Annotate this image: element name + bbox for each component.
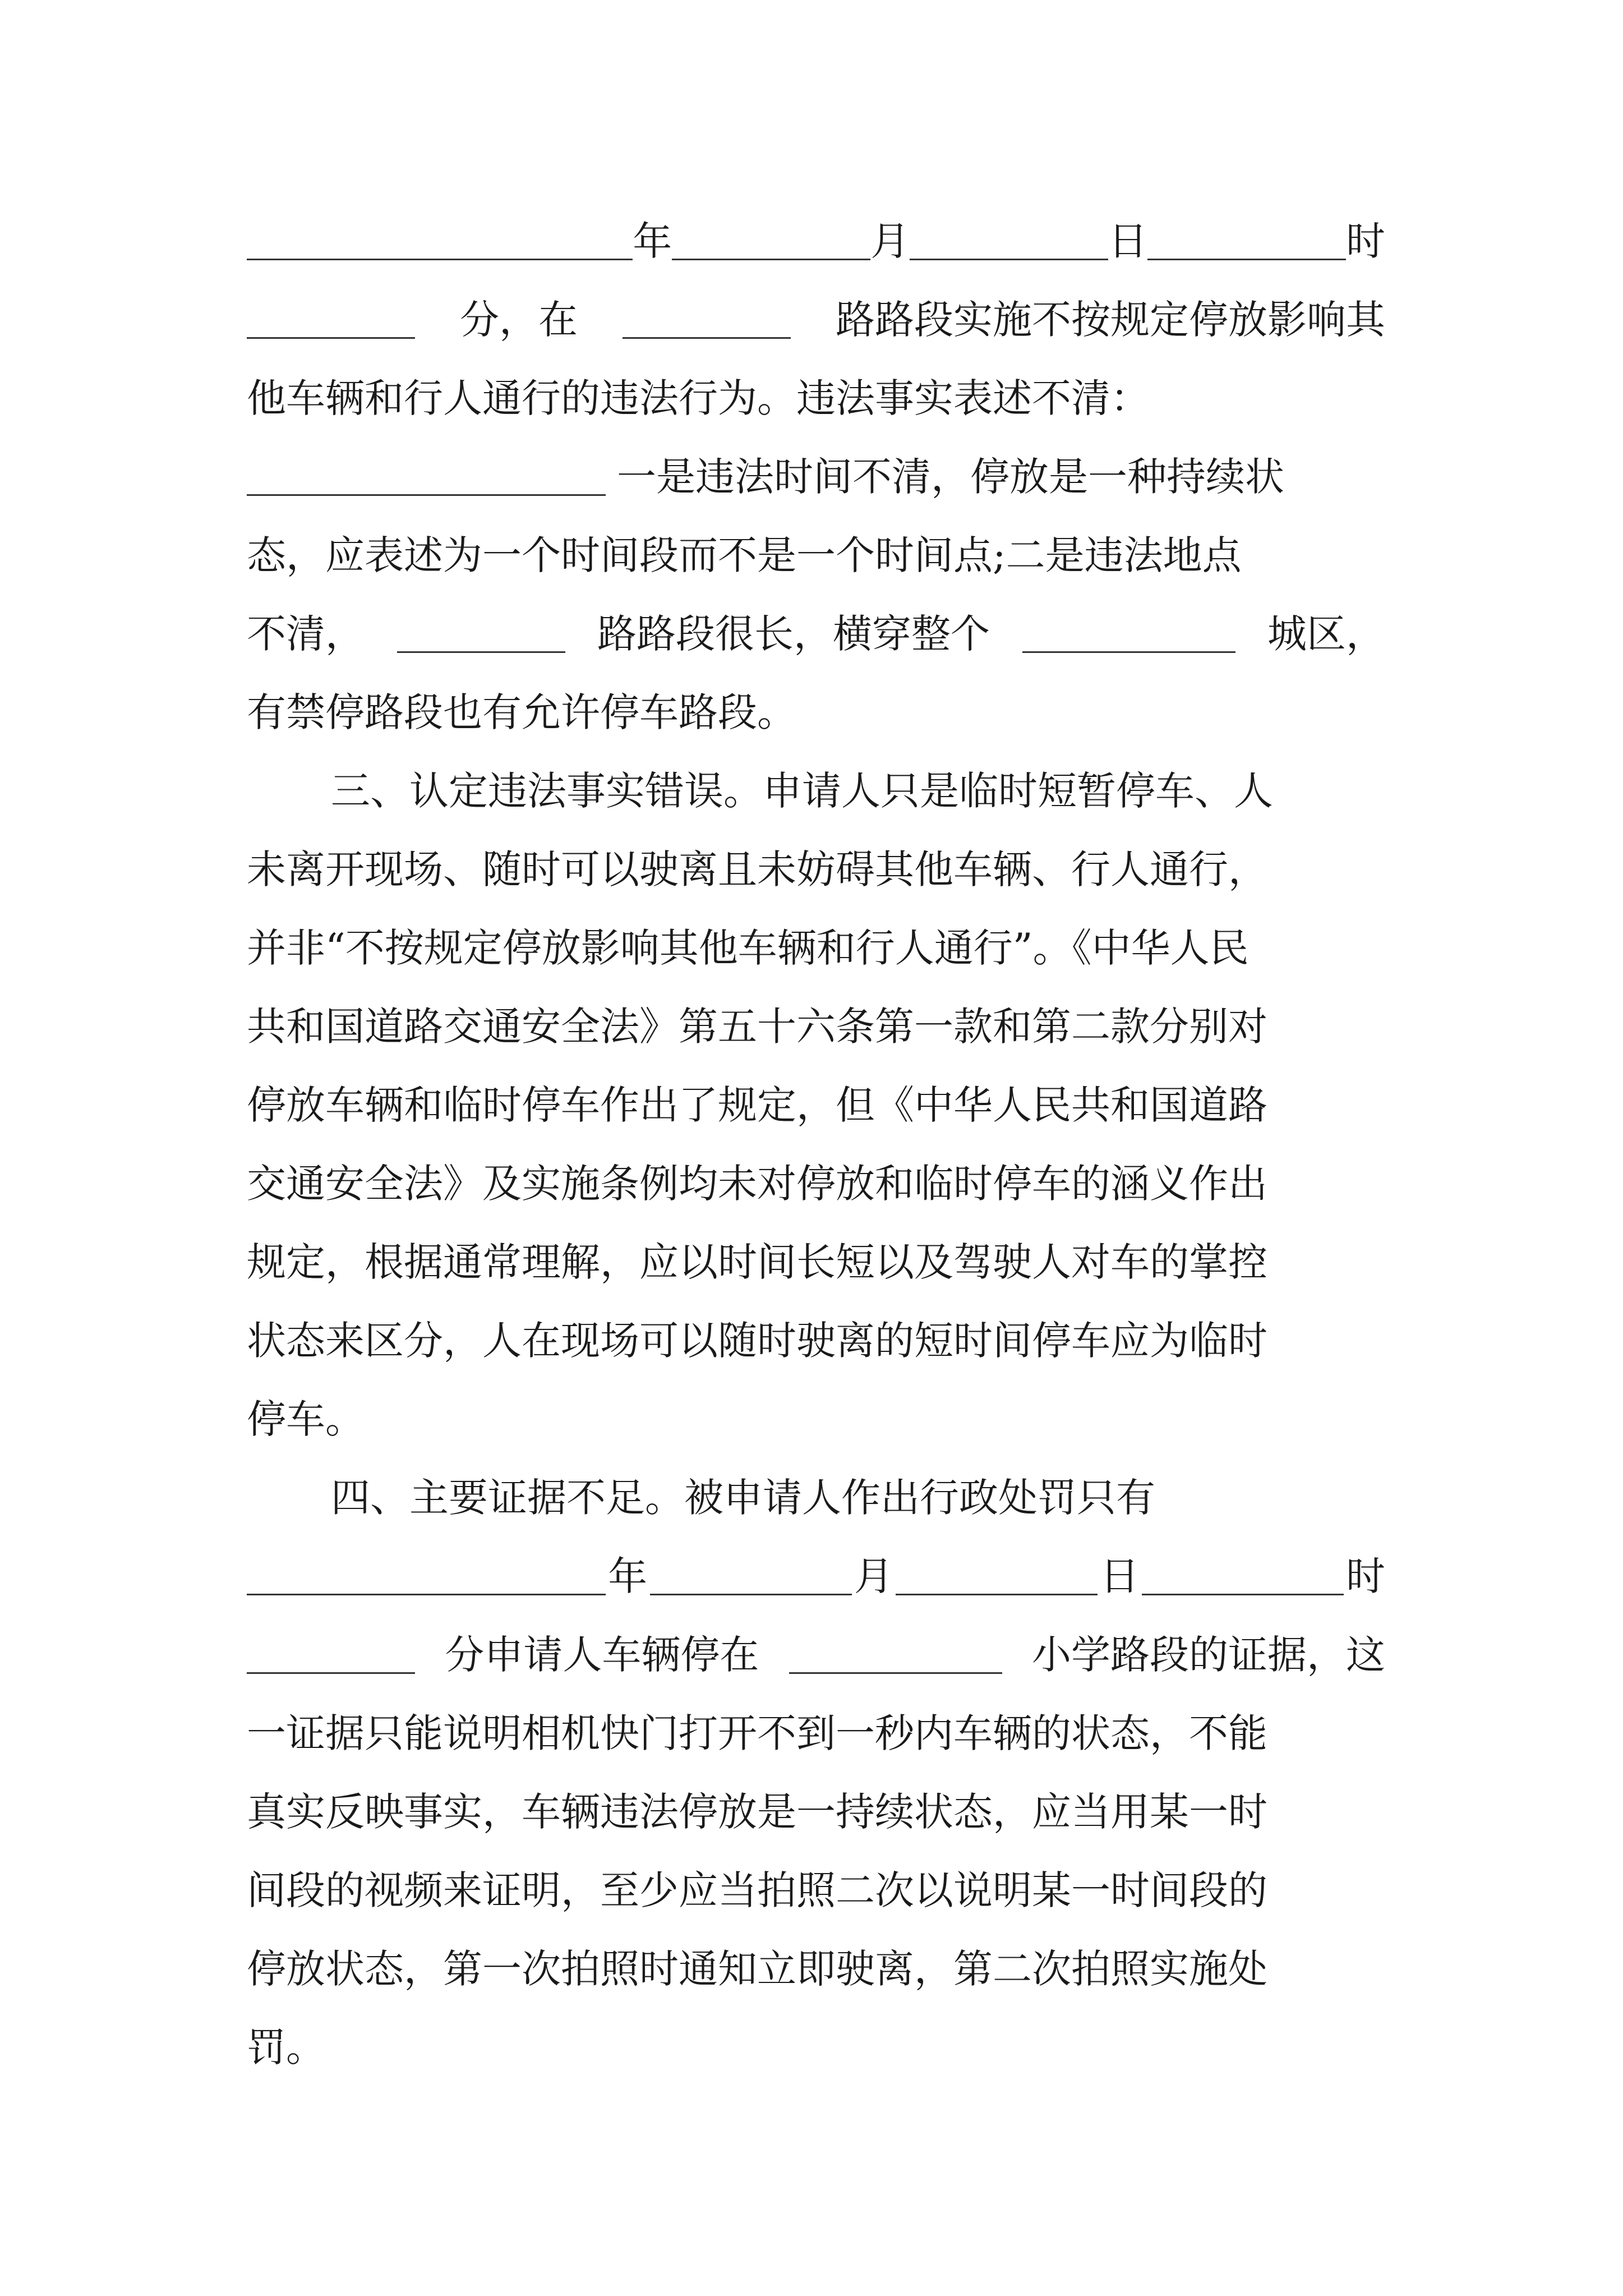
label-minute: 分申请人车辆停在 <box>445 1632 759 1678</box>
paragraph-line <box>247 1464 1385 1531</box>
fill-blank-minute <box>247 298 415 339</box>
paragraph-line <box>247 1071 1385 1139</box>
paragraph-line <box>247 1150 1385 1217</box>
text-segment: 间段的视频来证明，至少应当拍照二次以说明某一时间段的 <box>247 1867 1267 1913</box>
fill-blank-facts <box>247 455 606 496</box>
text-segment: 有禁停路段也有允许停车路段。 <box>247 689 796 735</box>
paragraph-line <box>247 1700 1385 1767</box>
paragraph-line <box>247 1307 1385 1374</box>
fill-blank-city <box>1022 612 1235 653</box>
text-segment: 共和国道路交通安全法》第五十六条第一款和第二款分别对 <box>247 1004 1267 1050</box>
text-segment: 真实反映事实，车辆违法停放是一持续状态，应当用某一时 <box>247 1789 1267 1835</box>
text-segment: 不清， <box>247 611 365 657</box>
label-month: 月 <box>870 218 910 264</box>
text-segment: 并非“不按规定停放影响其他车辆和行人通行”。《中华人民 <box>247 925 1249 971</box>
paragraph-line <box>247 522 1385 589</box>
text-segment: 未离开现场、随时可以驶离且未妨碍其他车辆、行人通行， <box>247 846 1267 892</box>
fill-blank-month <box>650 1554 852 1595</box>
fill-blank-year <box>247 219 633 260</box>
label-minute: 分，在 <box>460 297 578 343</box>
text-segment: 规定，根据通常理解，应以时间长短以及驾驶人对车的掌控 <box>247 1239 1267 1285</box>
text-segment: 态，应表述为一个时间段而不是一个时间点;二是违法地点 <box>247 532 1242 578</box>
text-segment: 路路段很长，横穿整个 <box>597 611 990 657</box>
text-segment: 罚。 <box>247 2024 325 2070</box>
text-segment: 停车。 <box>247 1396 365 1442</box>
text-segment: 状态来区分，人在现场可以随时驶离的短时间停车应为临时 <box>247 1318 1267 1364</box>
paragraph-line <box>247 443 1385 510</box>
fill-blank-road <box>397 612 565 653</box>
text-segment: 小学路段的证据，这 <box>1031 1632 1385 1678</box>
fill-blank-hour <box>1142 1554 1344 1595</box>
fill-blank-day <box>910 219 1108 260</box>
label-year: 年 <box>633 218 672 264</box>
text-segment: 四、主要证据不足。被申请人作出行政处罚只有 <box>331 1475 1155 1521</box>
paragraph-line <box>247 1228 1385 1296</box>
paragraph-line <box>247 1386 1385 1453</box>
fill-blank-month <box>672 219 870 260</box>
paragraph-line <box>247 208 1385 275</box>
paragraph-line <box>247 600 1385 668</box>
label-hour: 时 <box>1345 1553 1385 1599</box>
paragraph-line <box>247 365 1385 432</box>
text-segment: 城区， <box>1267 611 1385 657</box>
text-segment: 停放车辆和临时停车作出了规定，但《中华人民共和国道路 <box>247 1082 1267 1128</box>
paragraph-line <box>247 286 1385 353</box>
fill-blank-year <box>247 1554 606 1595</box>
paragraph-line <box>247 1543 1385 1610</box>
label-year: 年 <box>608 1553 648 1599</box>
paragraph-line <box>247 1621 1385 1688</box>
text-segment: 交通安全法》及实施条例均未对停放和临时停车的涵义作出 <box>247 1161 1267 1207</box>
paragraph-line <box>247 2014 1385 2081</box>
fill-blank-school <box>789 1633 1002 1674</box>
text-segment: 路路段实施不按规定停放影响其 <box>836 297 1385 343</box>
paragraph-line <box>247 679 1385 746</box>
text-segment: 三、认定违法事实错误。申请人只是临时短暂停车、人 <box>331 768 1273 814</box>
label-hour: 时 <box>1346 218 1386 264</box>
text-segment: 一证据只能说明相机快门打开不到一秒内车辆的状态，不能 <box>247 1710 1267 1756</box>
label-day: 日 <box>1108 218 1148 264</box>
paragraph-line <box>247 757 1385 825</box>
paragraph-line <box>247 1857 1385 1924</box>
paragraph-line <box>247 1935 1385 2003</box>
text-segment: 一是违法时间不清，停放是一种持续状 <box>617 454 1284 500</box>
fill-blank-hour <box>1147 219 1346 260</box>
paragraph-line <box>247 1778 1385 1846</box>
fill-blank-minute <box>247 1633 415 1674</box>
paragraph-line <box>247 836 1385 903</box>
paragraph-line <box>247 914 1385 982</box>
fill-blank-day <box>896 1554 1098 1595</box>
label-day: 日 <box>1100 1553 1140 1599</box>
label-month: 月 <box>854 1553 893 1599</box>
text-segment: 他车辆和行人通行的违法行为。违法事实表述不清： <box>247 375 1150 421</box>
paragraph-line <box>247 993 1385 1060</box>
text-segment: 停放状态，第一次拍照时通知立即驶离，第二次拍照实施处 <box>247 1946 1267 1992</box>
fill-blank-road <box>623 298 791 339</box>
